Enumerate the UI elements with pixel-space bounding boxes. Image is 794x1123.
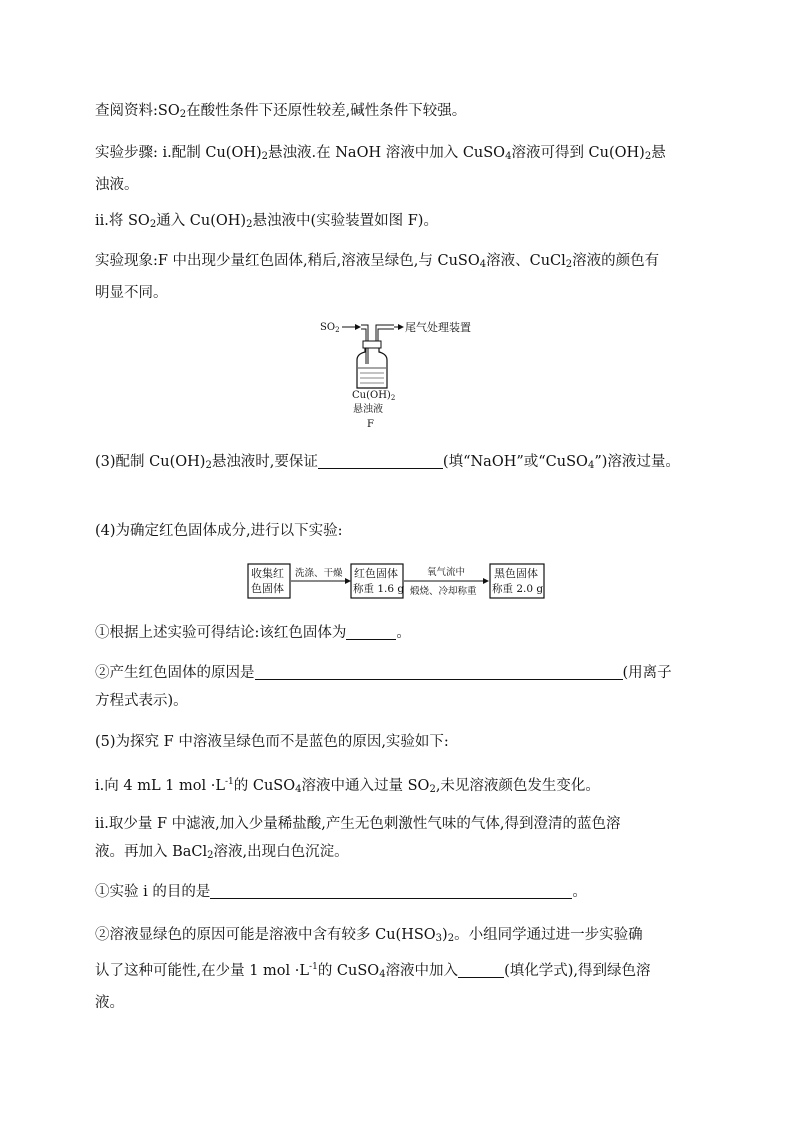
line: ⅱ.取少量 F 中滤液,加入少量稀盐酸,产生无色刺激性气味的气体,得到澄清的蓝色溶 (95, 816, 621, 832)
flow-box-2-line1: 红色固体 (354, 567, 398, 580)
line: 实验步骤: ⅰ.配制 $Cu(OH)_2$悬浊液.在 NaOH 溶液中加入 CuSO$_4$溶液可得到 $Cu(OH)_2$悬 (95, 145, 666, 162)
question-5-step-i: ⅰ.向 4 mL 1 mol $\cdot L^{-1}$的 CuSO$_4$溶液中通入过量 $SO_2$,未见溶液颜色发生变化。 (95, 777, 600, 795)
flow-box-3-line2: 称重 2.0 g (492, 583, 544, 595)
question-5: (5)为探究 F 中溶液呈绿色而不是蓝色的原因,实验如下: (95, 734, 449, 750)
flow-box-3-line1: 黑色固体 (494, 567, 538, 580)
reference-note: 查阅资料$:SO_2$在酸性条件下还原性较差,碱性条件下较强。 (95, 103, 467, 120)
question-5-1: ①实验 ⅰ 的目的是 。 (95, 878, 700, 906)
line: ②溶液显绿色的原因可能是溶液中含有较多 $Cu(HSO_3)_2$。小组同学通过进一步实验确 (95, 927, 643, 944)
flow-arrow-2-top: 氧气流中 (427, 567, 466, 578)
flowchart (247, 563, 547, 601)
experiment-phenomenon (95, 247, 700, 307)
line: 实验现象:F 中出现少量红色固体,稍后,溶液呈绿色,与 CuSO$_4$溶液、CuCl$_2$溶液的颜色有 (95, 253, 660, 270)
flow-arrow-1-label: 洗涤、干燥 (295, 568, 343, 579)
question-4: (4)为确定红色固体成分,进行以下实验: (95, 523, 343, 539)
flow-box-1-line2: 色固体 (251, 582, 284, 595)
line: 液。再加入 BaCl$_2$溶液,出现白色沉淀。 (95, 844, 349, 861)
question-5-2 (95, 921, 700, 1017)
flow-arrow-2-bottom: 煅烧、冷却称重 (410, 586, 477, 597)
question-4-2 (95, 659, 700, 715)
answer-blank[interactable] (210, 880, 572, 899)
line: ②产生红色固体的原因是 (用离子 (95, 659, 700, 687)
line: 方程式表示)。 (95, 693, 188, 709)
inlet-arrowhead (355, 324, 361, 330)
figure-label: F (367, 419, 374, 430)
question-3: (3)配制 $Cu(OH)_2$悬浊液时,要保证 (填“NaOH”或“CuSO$_4$”)溶液过量。 (95, 448, 700, 480)
stopper (363, 341, 381, 348)
flow-arrow-2-head (483, 578, 489, 584)
question-5-step-ii (95, 810, 700, 870)
line: 浊液。 (95, 177, 139, 193)
experiment-step-1 (95, 139, 700, 199)
experiment-step-2: ⅱ.将 $SO_2$通入 $Cu(OH)_2$悬浊液中(实验装置如图 F)。 (95, 213, 438, 230)
answer-blank[interactable] (346, 621, 396, 640)
line: 液。 (95, 995, 124, 1011)
tail-gas-label: 尾气处理装置 (405, 321, 471, 334)
flow-arrow-1-head (345, 578, 351, 584)
outlet-arrowhead (398, 324, 404, 330)
flow-box-1-line1: 收集红 (251, 567, 284, 580)
line: 认了这种可能性,在少量 1 mol $\cdot L^{-1}$的 CuSO$_4$溶液中加入 (填化学式),得到绿色溶 (95, 953, 700, 989)
apparatus-figure-f (310, 316, 510, 434)
flow-box-2-line2: 称重 1.6 g (353, 583, 405, 595)
line: 明显不同。 (95, 285, 168, 301)
answer-blank[interactable] (255, 661, 623, 680)
answer-blank[interactable] (458, 959, 504, 978)
question-4-1: ①根据上述实验可得结论:该红色固体为 。 (95, 619, 700, 647)
answer-blank[interactable] (318, 450, 443, 469)
so2-label: $SO_2$ (320, 322, 340, 334)
cuoh2-label: $Cu(OH)_2$ (352, 390, 396, 402)
suspension-label: 悬浊液 (353, 404, 383, 415)
